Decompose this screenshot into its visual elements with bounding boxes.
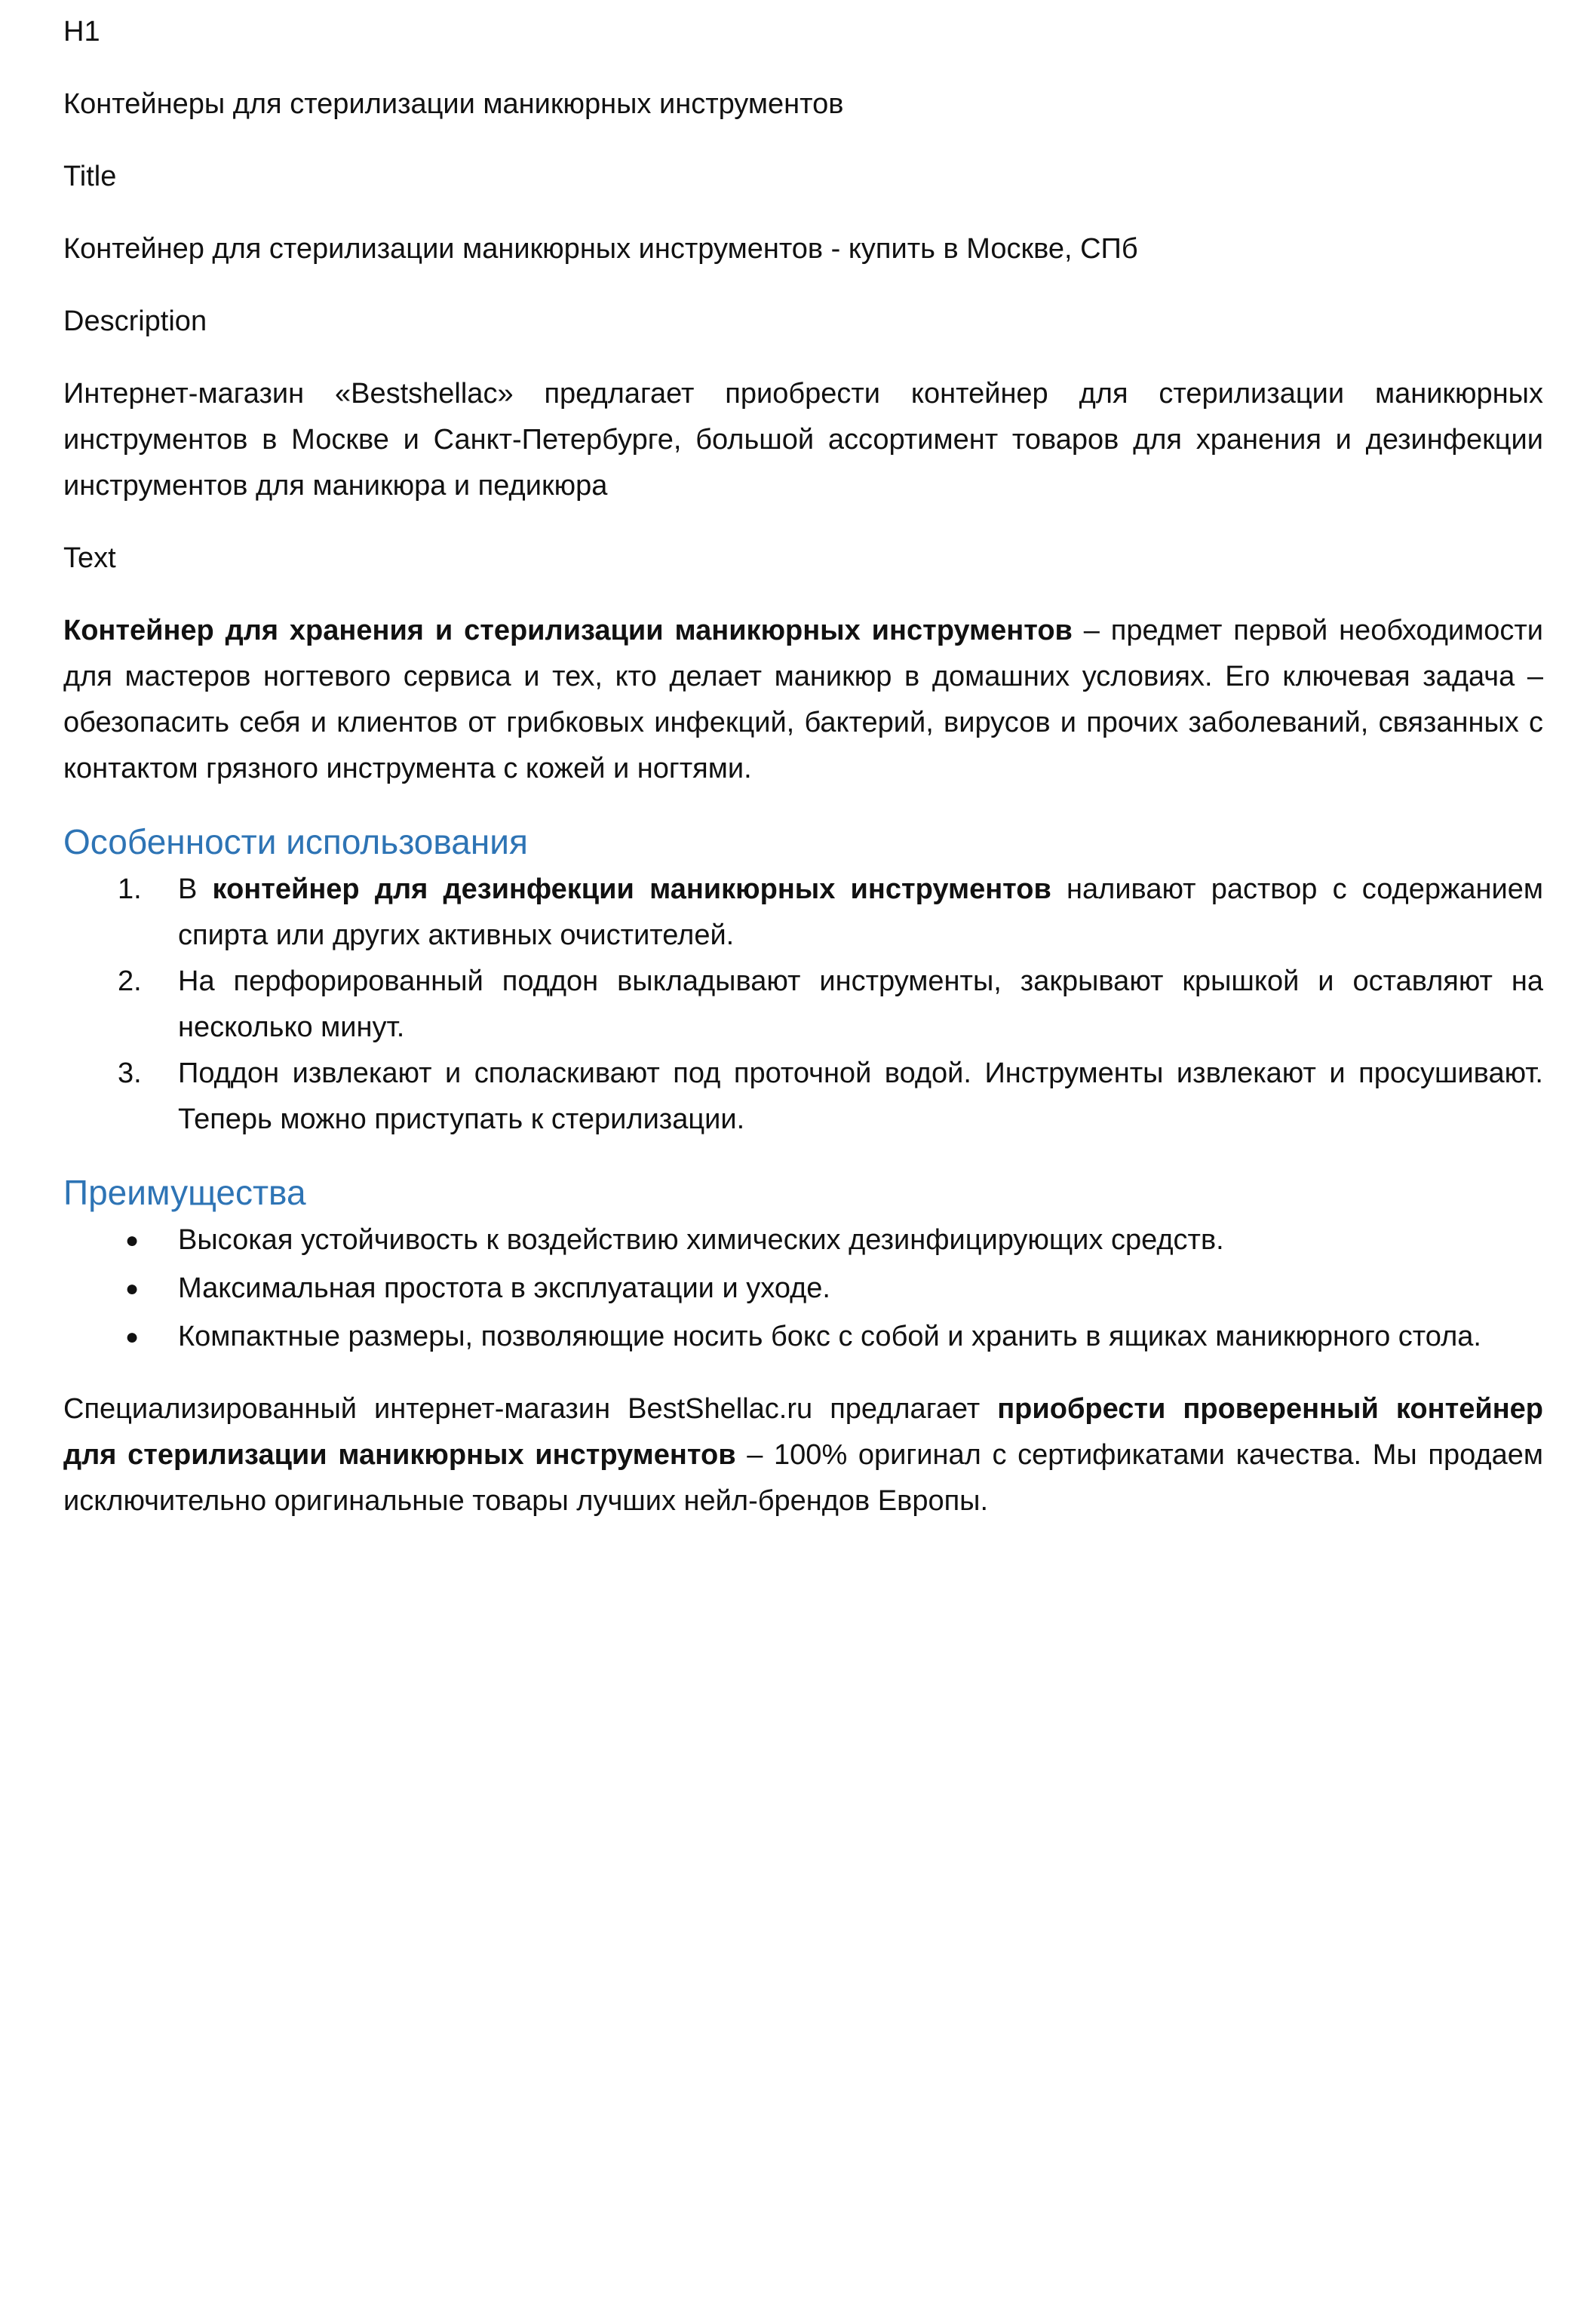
usage-item-1-post: наливают раствор с содержанием спирта или других активных очистителей. [178,873,1543,951]
description-label: Description [63,305,207,337]
advantages-list [63,1217,1543,1360]
list-number: 2. [118,965,142,997]
h1-value: Контейнеры для стерилизации маникюрных инструментов [63,88,844,120]
advantage-item-2-text: Максимальная простота в эксплуатации и уходе. [178,1272,830,1304]
advantage-item-2 [63,1266,1543,1312]
document-page [63,0,1543,1551]
description-value: Интернет-магазин «Bestshellac» предлагает приобрести контейнер для стерилизации маникюрных инструментов в Москве и Санкт-Петербурге, большой ассортимент товаров для хранения и дезинфекции инструментов для маникюра и педикюра [63,378,1543,502]
advantages-heading: Преимущества [63,1173,306,1212]
usage-item-3 [63,1051,1543,1143]
list-number: 3. [118,1057,142,1089]
advantage-item-3 [63,1314,1543,1360]
usage-item-2-text: На перфорированный поддон выкладывают инструменты, закрывают крышкой и оставляют на несколько минут. [178,965,1543,1043]
h1-label: H1 [63,16,100,48]
closing-paragraph [63,1386,1543,1524]
usage-item-1 [63,867,1543,959]
intro-rest: – предмет первой необходимости для мастеров ногтевого сервиса и тех, кто делает маникюр в домашних условиях. Его ключевая задача – обезопасить себя и клиентов от грибковых инфекций, бактерий, вирусов и прочих заболеваний, связанных с контактом грязного инструмента с кожей и ногтями. [63,615,1543,784]
advantage-item-3-text: Компактные размеры, позволяющие носить бокс с собой и хранить в ящиках маникюрного стола. [178,1321,1481,1352]
usage-item-1-pre: В [178,873,213,905]
usage-list [63,867,1543,1143]
intro-paragraph [63,608,1543,792]
title-value: Контейнер для стерилизации маникюрных инструментов - купить в Москве, СПб [63,233,1138,265]
closing-pre: Специализированный интернет-магазин BestShellac.ru предлагает [63,1393,998,1425]
closing-post: – 100% оригинал с сертификатами качества. Мы продаем исключительно оригинальные товары лучших нейл-брендов Европы. [63,1439,1543,1517]
bullet-icon: ● [125,1276,140,1301]
advantage-item-1-text: Высокая устойчивость к воздействию химических дезинфицирующих средств. [178,1224,1224,1256]
title-label: Title [63,161,117,192]
bullet-icon: ● [125,1324,140,1349]
usage-heading: Особенности использования [63,822,528,861]
bullet-icon: ● [125,1228,140,1253]
closing-bold: приобрести проверенный контейнер для стерилизации маникюрных инструментов [63,1393,1544,1471]
list-number: 1. [118,873,142,905]
usage-item-3-text: Поддон извлекают и споласкивают под проточной водой. Инструменты извлекают и просушивают. Теперь можно приступать к стерилизации. [178,1057,1543,1135]
usage-item-2 [63,959,1543,1051]
advantage-item-1 [63,1217,1543,1263]
usage-item-1-bold: контейнер для дезинфекции маникюрных инструментов [212,873,1051,905]
text-label: Text [63,542,116,574]
intro-bold: Контейнер для хранения и стерилизации маникюрных инструментов [63,615,1073,646]
